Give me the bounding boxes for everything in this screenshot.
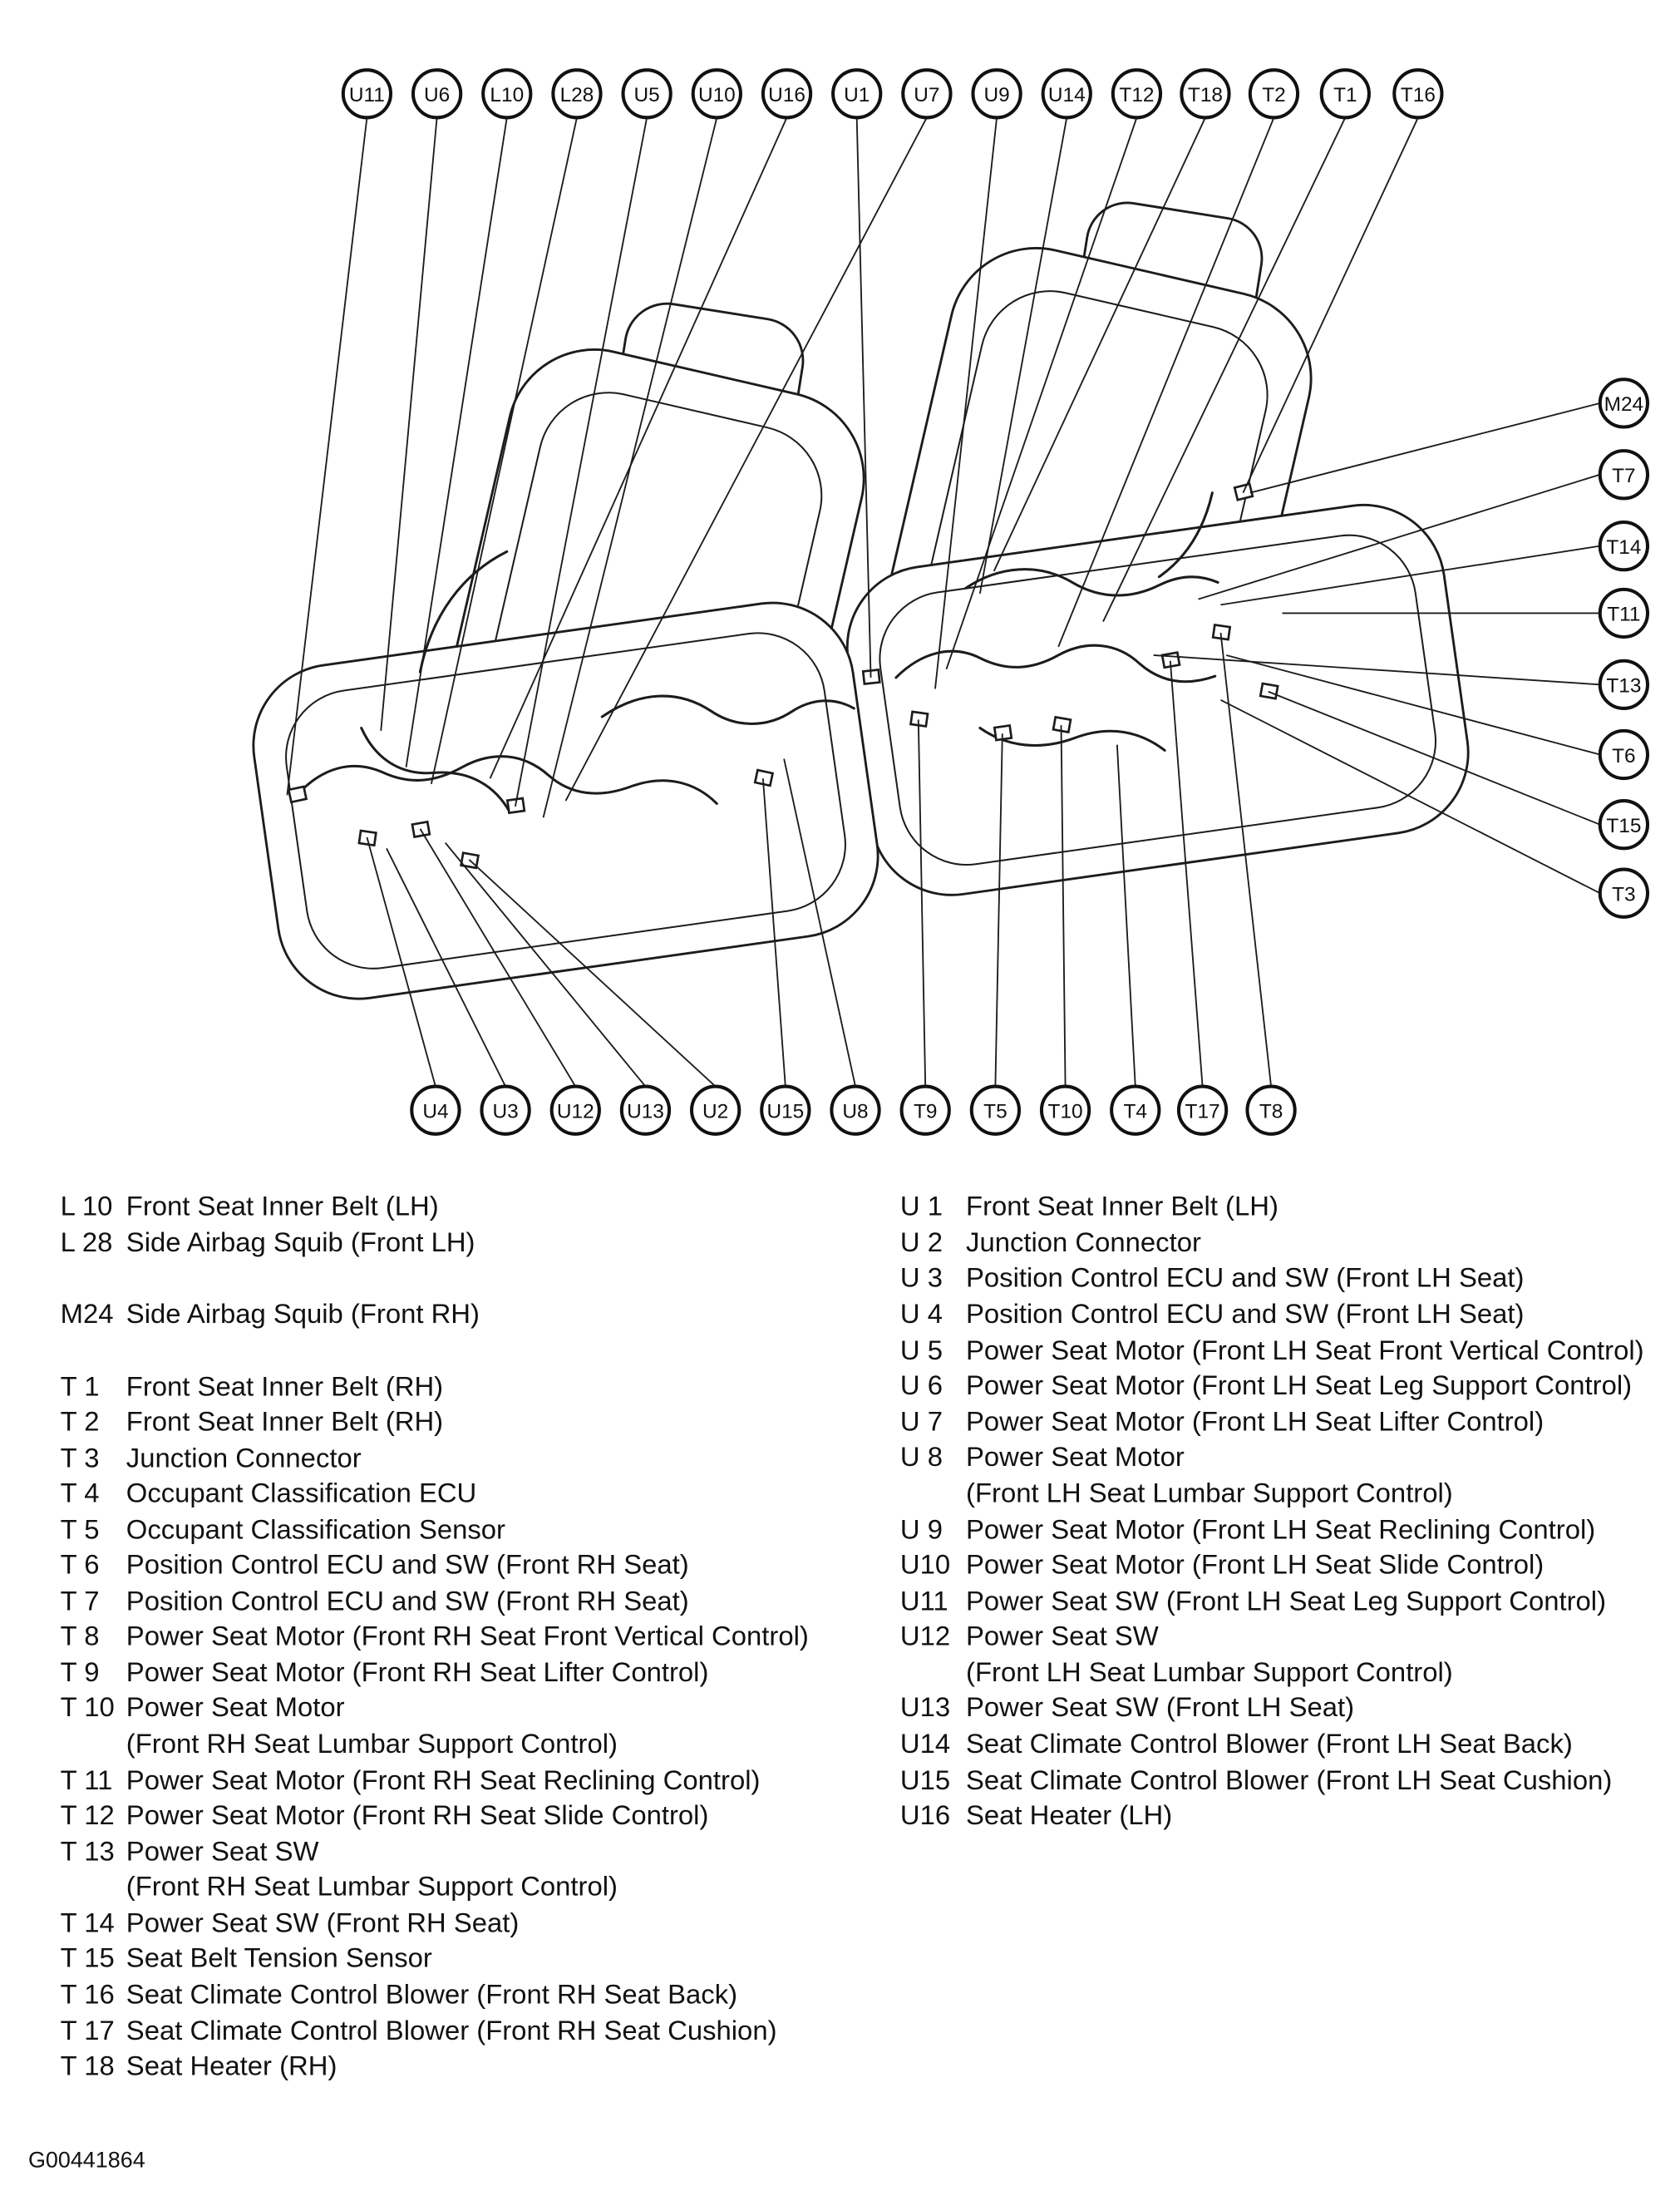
legend-text: Occupant Classification ECU [126,1477,477,1508]
callout-u6 [413,70,461,117]
legend-code: U14 [899,1728,951,1759]
callout-label: T9 [913,1100,938,1123]
legend-code: T 2 [60,1405,100,1437]
callout-u5 [623,70,671,117]
callout-t14 [1600,522,1648,570]
legend-text: (Front RH Seat Lumbar Support Control) [126,1870,618,1902]
callouts-top [343,70,1442,117]
legend-text: Position Control ECU and SW (Front RH Seat) [126,1548,689,1580]
legend-text: Seat Climate Control Blower (Front RH Seat Back) [126,1978,738,2010]
legend-text: Seat Belt Tension Sensor [126,1942,432,1973]
legend-code: T 1 [60,1370,100,1402]
legend-code: U12 [899,1620,951,1651]
callout-label: U15 [766,1100,805,1123]
callout-label: U11 [348,84,385,107]
callout-label: U14 [1047,84,1086,107]
legend-text: Front Seat Inner Belt (LH) [966,1190,1278,1221]
callout-t6 [1600,731,1648,778]
legend-code: U10 [899,1548,951,1580]
legend-code: U 9 [899,1513,943,1545]
legend-code: U 4 [899,1298,943,1330]
callout-u1 [833,70,880,117]
legend-code: M24 [60,1298,114,1330]
legend-text: Front Seat Inner Belt (RH) [126,1370,444,1402]
legend-text: Seat Heater (LH) [966,1799,1173,1830]
legend-text: Seat Climate Control Blower (Front LH Seat Back) [966,1728,1573,1759]
callout-u16 [763,70,810,117]
callout-t2 [1250,70,1298,117]
legend-text: Power Seat Motor (Front RH Seat Front Vertical Control) [126,1620,809,1651]
callout-label: T8 [1259,1100,1283,1123]
legend-text: Power Seat SW [966,1620,1159,1651]
callout-label: T10 [1047,1100,1083,1123]
callout-t4 [1111,1087,1159,1134]
legend-code: T 17 [60,2015,115,2046]
callout-u2 [692,1087,739,1134]
legend-code: U 3 [899,1261,943,1293]
legend-code: T 12 [60,1799,115,1830]
callout-label: T5 [983,1100,1008,1123]
legend-text: Power Seat Motor (Front LH Seat Front Vertical Control) [966,1334,1644,1365]
callout-label: T2 [1262,84,1286,107]
callout-label: U7 [914,84,940,107]
callout-l28 [553,70,600,117]
callout-label: U5 [633,84,660,107]
legend-code: L 28 [60,1226,113,1258]
callout-label: U1 [844,84,870,107]
callout-t15 [1600,801,1648,848]
legend-code: U 7 [899,1405,943,1437]
legend-text: Power Seat Motor (Front LH Seat Leg Support Control) [966,1369,1633,1400]
callout-label: T4 [1123,1100,1148,1123]
callout-t9 [902,1087,949,1134]
seat-front-rh [837,197,1479,906]
callout-label: U16 [768,84,806,107]
callout-u8 [831,1087,879,1134]
callout-u15 [761,1087,809,1134]
connector [288,787,306,802]
seat-front-lh [243,298,889,1009]
callout-label: T13 [1606,674,1642,698]
legend-text: Side Airbag Squib (Front RH) [126,1298,480,1330]
legend-text: (Front RH Seat Lumbar Support Control) [126,1728,618,1759]
callout-t18 [1181,70,1229,117]
callout-t8 [1247,1087,1294,1134]
leader-line-u1 [857,117,871,677]
callout-label: T17 [1185,1100,1220,1123]
callout-label: U2 [702,1100,729,1123]
legend-code: T 11 [60,1764,113,1795]
callout-label: T3 [1612,883,1636,906]
callout-label: U13 [627,1100,664,1123]
legend-text: (Front LH Seat Lumbar Support Control) [966,1656,1453,1688]
callout-label: U8 [842,1100,869,1123]
callouts-right [1600,379,1648,917]
callout-label: T15 [1606,814,1642,837]
legend-code: U16 [899,1799,951,1830]
callout-label: U4 [422,1100,449,1123]
legend-code: T 8 [60,1620,100,1651]
legend-code: U15 [899,1764,951,1795]
callout-l10 [483,70,530,117]
legend-text: Position Control ECU and SW (Front LH Seat) [966,1261,1525,1293]
legend-text: Front Seat Inner Belt (RH) [126,1405,444,1437]
legend-code: U 2 [899,1226,943,1258]
callout-label: L10 [490,84,525,107]
legend-code: T 18 [60,2050,115,2081]
callout-label: M24 [1604,393,1644,417]
callout-u13 [622,1087,669,1134]
callout-label: U10 [697,84,736,107]
legend-text: Power Seat Motor (Front LH Seat Slide Control) [966,1548,1545,1580]
callout-u9 [973,70,1020,117]
callout-label: T6 [1612,744,1636,767]
callout-u4 [411,1087,459,1134]
connector [1260,683,1278,698]
legend-code: T 6 [60,1548,100,1580]
callout-t12 [1113,70,1160,117]
callout-label: T7 [1612,465,1636,488]
callout-label: U9 [983,84,1010,107]
legend-text: Power Seat SW (Front RH Seat) [126,1907,520,1938]
callout-label: T1 [1333,84,1357,107]
legend-text: Power Seat Motor (Front RH Seat Reclining Control) [126,1764,761,1795]
legend-text: Position Control ECU and SW (Front RH Seat) [126,1585,689,1616]
callout-label: U12 [556,1100,594,1123]
legend-code: T 3 [60,1442,100,1473]
legend-code: T 14 [60,1907,115,1938]
legend-text: Power Seat SW (Front LH Seat) [966,1691,1355,1723]
legend-text: Power Seat Motor (Front LH Seat Lifter Control) [966,1405,1545,1437]
legend-text: (Front LH Seat Lumbar Support Control) [966,1477,1453,1508]
callout-t3 [1600,870,1648,917]
legend-code: L 10 [60,1190,113,1221]
callout-u3 [481,1087,529,1134]
callout-label: T16 [1400,84,1436,107]
legend-text: Seat Heater (RH) [126,2050,337,2081]
legend-text: Power Seat Motor (Front RH Seat Lifter Control) [126,1656,709,1688]
callout-label: T12 [1119,84,1155,107]
legend-text: Junction Connector [966,1226,1201,1258]
legend-code: T 16 [60,1978,115,2010]
callout-t11 [1600,590,1648,637]
legend-text: Power Seat Motor (Front RH Seat Slide Control) [126,1799,709,1830]
legend-text: Power Seat Motor (Front LH Seat Reclining Control) [966,1513,1596,1545]
callout-label: U6 [423,84,451,107]
callout-u10 [693,70,741,117]
callout-t5 [972,1087,1019,1134]
legend-text: Power Seat SW [126,1835,319,1867]
legend-code: T 7 [60,1585,100,1616]
legend-code: T 13 [60,1835,115,1867]
legend-text: Junction Connector [126,1442,362,1473]
legend-code: T 5 [60,1513,100,1545]
legend-code: T 9 [60,1656,100,1688]
callout-u14 [1043,70,1091,117]
callout-u7 [903,70,950,117]
callout-label: U3 [492,1100,519,1123]
callout-t10 [1042,1087,1089,1134]
legend-code: T 15 [60,1942,115,1973]
legend-text: Seat Climate Control Blower (Front LH Seat Cushion) [966,1764,1613,1795]
figure-id: G00441864 [27,2147,145,2173]
callout-u11 [343,70,391,117]
callout-label: L28 [559,84,594,107]
legend-code: U11 [899,1585,948,1616]
callout-t1 [1322,70,1369,117]
legend-text: Power Seat Motor [966,1440,1185,1472]
legend-text: Occupant Classification Sensor [126,1513,505,1545]
legend-code: U 5 [899,1334,943,1365]
legend-text: Seat Climate Control Blower (Front RH Seat Cushion) [126,2015,777,2046]
callout-m24 [1600,379,1648,427]
legend-code: T 10 [60,1691,115,1723]
legend-left-column [61,1190,809,2080]
seat-artwork [243,197,1479,1009]
callout-label: T14 [1606,535,1642,559]
legend-code: U 1 [899,1190,943,1221]
callout-label: T18 [1187,84,1223,107]
legend-code: U 8 [899,1440,943,1472]
legend-code: U 6 [899,1369,943,1400]
legend-text: Side Airbag Squib (Front LH) [126,1226,475,1258]
callout-label: T11 [1607,603,1641,626]
callout-t13 [1600,661,1648,708]
legend-right-column [900,1190,1644,1829]
legend-text: Front Seat Inner Belt (LH) [126,1190,439,1221]
legend-code: U13 [899,1691,951,1723]
callout-t16 [1394,70,1441,117]
legend-code: T 4 [60,1477,100,1508]
legend-text: Power Seat SW (Front LH Seat Leg Support Control) [966,1585,1607,1616]
legend-text: Power Seat Motor [126,1691,345,1723]
legend-text: Position Control ECU and SW (Front LH Seat) [966,1298,1525,1330]
callout-t7 [1600,451,1648,498]
callout-u12 [552,1087,599,1134]
callout-t17 [1179,1087,1226,1134]
callouts-bottom [411,1087,1294,1134]
